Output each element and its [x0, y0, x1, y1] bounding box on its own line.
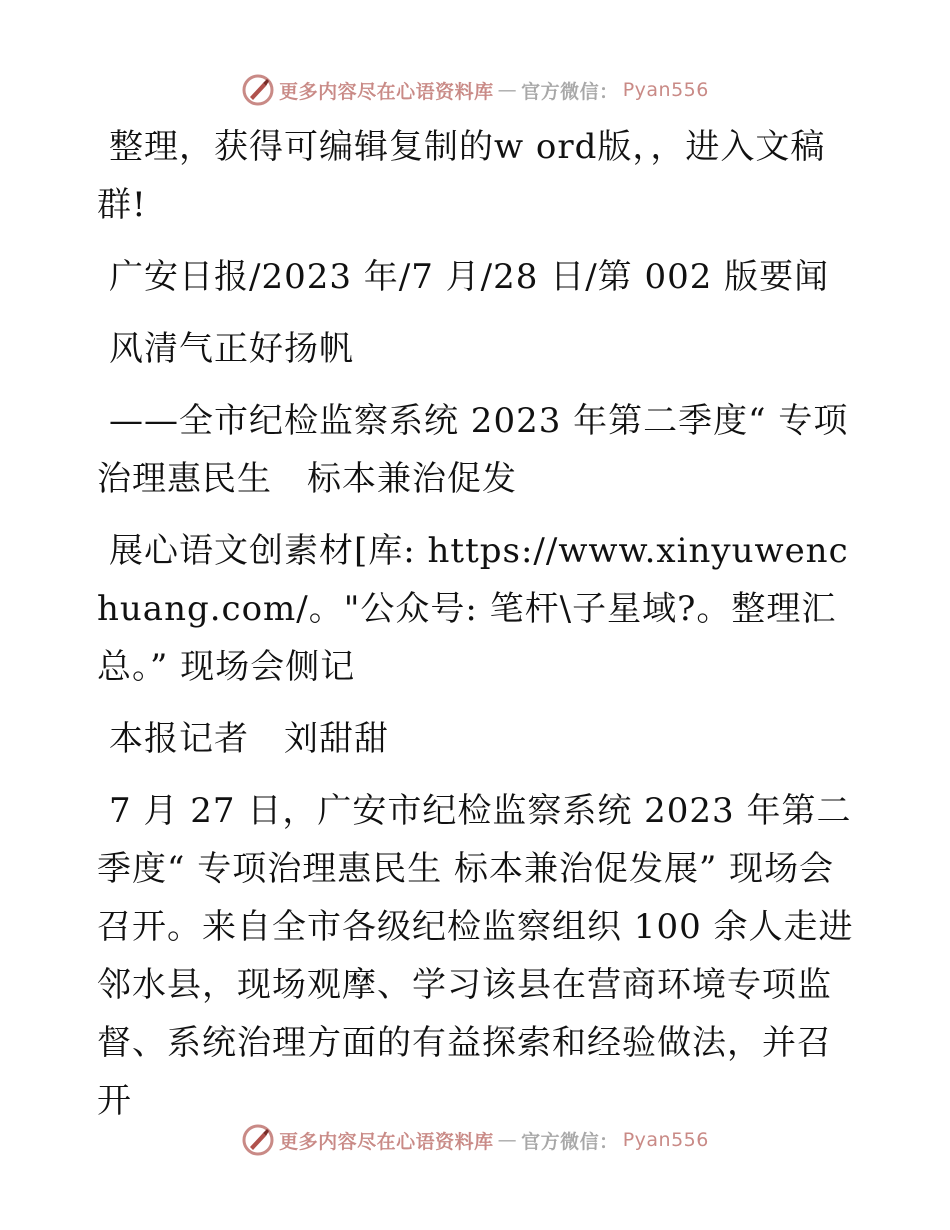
- paragraph-note-text: 展心语文创素材[库: https://www.xinyuwenchuang.com/。"公众号: 笔杆\子星域?。整理汇总。” 现场会侧记: [97, 531, 849, 687]
- watermark-official: 官方微信：: [521, 1130, 619, 1153]
- article-title-text: 风清气正好扬帆: [109, 329, 354, 369]
- paragraph-note: [97, 522, 857, 696]
- watermark-id: Pyan556: [622, 1129, 709, 1151]
- watermark-footer: [0, 1120, 950, 1160]
- article-body: [97, 118, 857, 1130]
- byline: [97, 710, 857, 768]
- paragraph-intro: [97, 118, 857, 234]
- paragraph-intro-text: 整理，获得可编辑复制的w ord版，，进入文稿群!: [97, 127, 826, 225]
- watermark-brand: 更多内容尽在心语资料库: [279, 1130, 494, 1153]
- paragraph-body-text: 7 月 27 日，广安市纪检监察系统 2023 年第二季度“ 专项治理惠民生 标本兼治促发展” 现场会召开。来自全市各级纪检监察组织 100 余人走进邻水县，现场观摩、学习该县在营商环境专项监督、系统治理方面的有益探索和经验做法，并召开: [97, 791, 854, 1121]
- paragraph-source: [97, 248, 857, 306]
- watermark-separator: —: [497, 1129, 518, 1151]
- watermark-official: 官方微信：: [521, 80, 619, 103]
- paragraph-body: [97, 782, 857, 1130]
- byline-text: 本报记者 刘甜甜: [109, 719, 389, 759]
- article-subtitle-text: ——全市纪检监察系统 2023 年第二季度“ 专项治理惠民生 标本兼治促发: [97, 401, 849, 499]
- article-subtitle: [97, 392, 857, 508]
- watermark-header: [0, 70, 950, 110]
- watermark-brand: 更多内容尽在心语资料库: [279, 80, 494, 103]
- watermark-id: Pyan556: [622, 79, 709, 101]
- article-title: [97, 320, 857, 378]
- paragraph-source-text: 广安日报/2023 年/7 月/28 日/第 002 版要闻: [109, 257, 830, 297]
- logo-icon: [241, 73, 275, 107]
- logo-icon: [241, 1123, 275, 1157]
- watermark-separator: —: [497, 79, 518, 101]
